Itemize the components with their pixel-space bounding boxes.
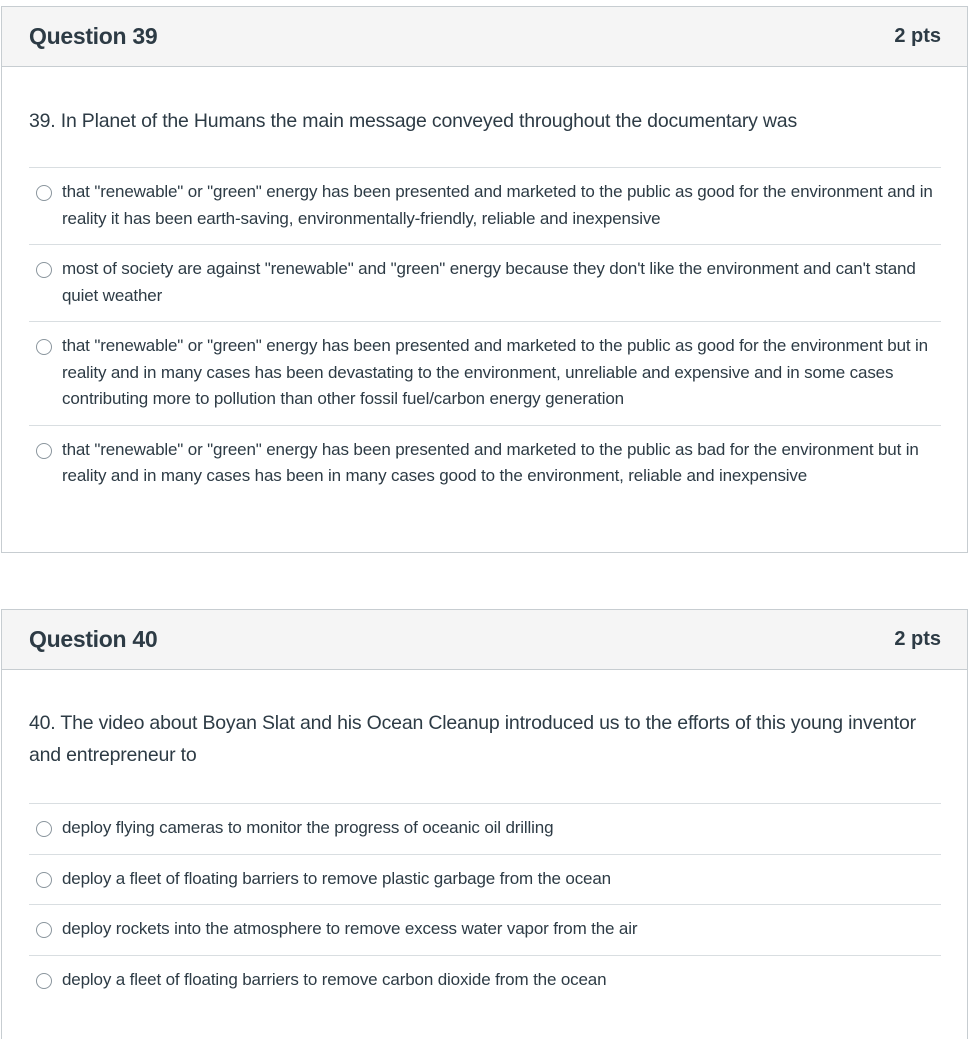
radio-button[interactable]: [36, 922, 52, 938]
answer-label[interactable]: that "renewable" or "green" energy has been presented and marketed to the public as good for the environment but in reality and in many cases has been devastating to the environment, unreliable and expensive and in some cases contributing more to pollution than other fossil fuel/carbon energy generation: [62, 336, 928, 408]
answer-list: [29, 803, 941, 1006]
question-body: [2, 670, 967, 1006]
question-header: [2, 7, 967, 67]
question-title: Question 39: [29, 23, 158, 49]
question-points: 2 pts: [894, 628, 941, 650]
radio-button[interactable]: [36, 262, 52, 278]
answer-option[interactable]: [29, 426, 941, 502]
question-40: [1, 609, 968, 1039]
answer-option[interactable]: [29, 322, 941, 426]
radio-button[interactable]: [36, 973, 52, 989]
answer-label[interactable]: that "renewable" or "green" energy has been presented and marketed to the public as bad for the environment but in reality and in many cases has been in many cases good to the environment, reliable and inexpensive: [62, 439, 919, 485]
radio-button[interactable]: [36, 821, 52, 837]
answer-label[interactable]: that "renewable" or "green" energy has been presented and marketed to the public as good for the environment and in reality it has been earth-saving, environmentally-friendly, reliable and inexpensive: [62, 182, 933, 228]
answer-option[interactable]: [29, 905, 941, 956]
radio-button[interactable]: [36, 872, 52, 888]
answer-option[interactable]: [29, 245, 941, 322]
radio-button[interactable]: [36, 443, 52, 459]
answer-label[interactable]: deploy rockets into the atmosphere to remove excess water vapor from the air: [62, 919, 638, 938]
question-header: [2, 610, 967, 670]
answer-option[interactable]: [29, 855, 941, 906]
question-text: 39. In Planet of the Humans the main message conveyed throughout the documentary was: [29, 110, 797, 132]
question-title: Question 40: [29, 626, 158, 652]
question-body: [2, 67, 967, 502]
question-points: 2 pts: [894, 25, 941, 47]
answer-label[interactable]: deploy a fleet of floating barriers to remove carbon dioxide from the ocean: [62, 969, 607, 989]
answer-label[interactable]: most of society are against "renewable" and "green" energy because they don't like the environment and can't stand quiet weather: [62, 259, 916, 305]
radio-button[interactable]: [36, 339, 52, 355]
answer-option[interactable]: [29, 956, 941, 1006]
question-text: 40. The video about Boyan Slat and his Ocean Cleanup introduced us to the efforts of this young inventor and entrepreneur to: [29, 712, 916, 766]
answer-list: [29, 167, 941, 502]
answer-option[interactable]: [29, 168, 941, 245]
radio-button[interactable]: [36, 185, 52, 201]
answer-option[interactable]: [29, 804, 941, 855]
answer-label[interactable]: deploy a fleet of floating barriers to remove plastic garbage from the ocean: [62, 868, 611, 888]
question-39: [1, 6, 968, 553]
answer-label[interactable]: deploy flying cameras to monitor the progress of oceanic oil drilling: [62, 818, 554, 837]
